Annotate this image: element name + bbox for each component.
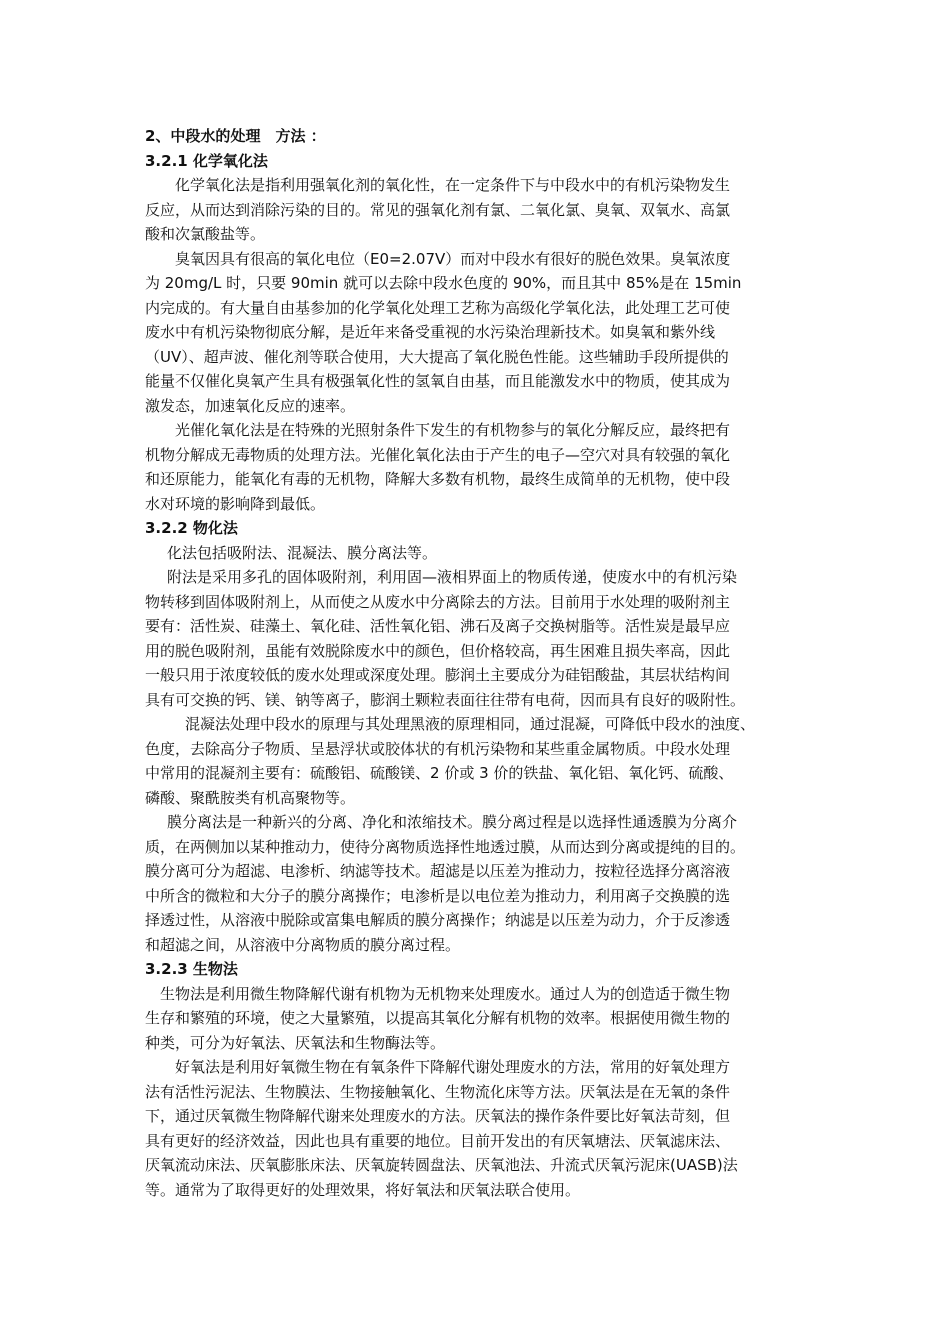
paragraph-line: 等。通常为了取得更好的处理效果，将好氧法和厌氧法联合使用。 <box>145 1180 581 1199</box>
section-heading-biological: 3.2.3 生物法 <box>145 960 238 978</box>
paragraph-line: 中常用的混凝剂主要有：硫酸铝、硫酸镁、2 价或 3 价的铁盐、氧化铝、氧化钙、硫酸、 <box>145 764 734 782</box>
paragraph-line: 磷酸、聚酰胺类有机高聚物等。 <box>145 788 356 807</box>
paragraph-line: 臭氧因具有很高的氧化电位（E0=2.07V）而对中段水有很好的脱色效果。臭氧浓度 <box>175 249 731 268</box>
paragraph-line: 光催化氧化法是在特殊的光照射条件下发生的有机物参与的氧化分解反应，最终把有 <box>175 421 731 439</box>
paragraph-line: （UV）、超声波、催化剂等联合使用，大大提高了氧化脱色性能。这些辅助手段所提供的 <box>145 347 729 366</box>
paragraph-line: 法有活性污泥法、生物膜法、生物接触氧化、生物流化床等方法。厌氧法是在无氧的条件 <box>145 1082 731 1101</box>
paragraph-line: 化法包括吸附法、混凝法、膜分离法等。 <box>167 543 438 562</box>
section-heading-physicochemical: 3.2.2 物化法 <box>145 519 238 537</box>
document-page <box>145 124 820 1202</box>
paragraph-line: 生物法是利用微生物降解代谢有机物为无机物来处理废水。通过人为的创造适于微生物 <box>160 984 731 1003</box>
paragraph-line: 激发态，加速氧化反应的速率。 <box>145 396 356 415</box>
paragraph-line: 中所含的微粒和大分子的膜分离操作；电渗析是以电位差为推动力，利用离子交换膜的选 <box>145 886 731 905</box>
paragraph-line: 下，通过厌氧微生物降解代谢来处理废水的方法。厌氧法的操作条件要比好氧法苛刻，但 <box>145 1107 731 1125</box>
paragraph-line: 质，在两侧加以某种推动力，使待分离物质选择性地透过膜，从而达到分离或提纯的目的。 <box>145 837 746 856</box>
paragraph-line: 种类，可分为好氧法、厌氧法和生物酶法等。 <box>145 1033 446 1052</box>
paragraph-line: 和还原能力，能氧化有毒的无机物，降解大多数有机物，最终生成简单的无机物，使中段 <box>145 470 731 488</box>
paragraph-line: 和超滤之间，从溶液中分离物质的膜分离过程。 <box>145 935 461 954</box>
paragraph-line: 机物分解成无毒物质的处理方法。光催化氧化法由于产生的电子—空穴对具有较强的氧化 <box>145 445 731 464</box>
paragraph-line: 用的脱色吸附剂，虽能有效脱除废水中的颜色，但价格较高，再生困难且损失率高，因此 <box>145 641 731 660</box>
paragraph-line: 废水中有机污染物彻底分解，是近年来备受重视的水污染治理新技术。如臭氧和紫外线 <box>145 323 716 341</box>
paragraph-line: 酸和次氯酸盐等。 <box>145 225 266 243</box>
paragraph-line: 反应，从而达到消除污染的目的。常见的强氧化剂有氯、二氧化氯、臭氧、双氧水、高氯 <box>145 200 731 219</box>
main-heading: 2、中段水的处理 方法 ： <box>145 127 326 145</box>
paragraph-line: 能量不仅催化臭氧产生具有极强氧化性的氢氧自由基，而且能激发水中的物质，使其成为 <box>145 372 731 390</box>
paragraph-line: 化学氧化法是指利用强氧化剂的氧化性，在一定条件下与中段水中的有机污染物发生 <box>175 176 731 194</box>
paragraph-line: 水对环境的影响降到最低。 <box>145 494 326 513</box>
paragraph-line: 厌氧流动床法、厌氧膨胀床法、厌氧旋转圆盘法、厌氧池法、升流式厌氧污泥床(UASB)法 <box>145 1156 738 1174</box>
paragraph-line: 物转移到固体吸附剂上，从而使之从废水中分离除去的方法。目前用于水处理的吸附剂主 <box>145 592 731 611</box>
paragraph-line: 一般只用于浓度较低的废水处理或深度处理。膨润土主要成分为硅铝酸盐，其层状结构间 <box>145 666 731 684</box>
section-heading-chemical-oxidation: 3.2.1 化学氧化法 <box>145 151 268 170</box>
paragraph-line: 要有：活性炭、硅藻土、氧化硅、活性氧化铝、沸石及离子交换树脂等。活性炭是最早应 <box>145 617 731 635</box>
paragraph-line: 好氧法是利用好氧微生物在有氧条件下降解代谢处理废水的方法，常用的好氧处理方 <box>175 1058 731 1076</box>
paragraph-line: 生存和繁殖的环境，使之大量繁殖，以提高其氧化分解有机物的效率。根据使用微生物的 <box>145 1009 731 1027</box>
paragraph-line: 色度，去除高分子物质、呈悬浮状或胶体状的有机污染物和某些重金属物质。中段水处理 <box>145 739 731 758</box>
paragraph-line: 具有可交换的钙、镁、钠等离子，膨润土颗粒表面往往带有电荷，因而具有良好的吸附性。 <box>145 690 746 709</box>
paragraph-line: 内完成的。有大量自由基参加的化学氧化处理工艺称为高级化学氧化法，此处理工艺可使 <box>145 298 731 317</box>
paragraph-line: 附法是采用多孔的固体吸附剂，利用固—液相界面上的物质传递，使废水中的有机污染 <box>167 568 738 586</box>
paragraph-line: 为 20mg/L 时，只要 90min 就可以去除中段水色度的 90%，而且其中 85%是在 15min <box>145 274 742 292</box>
paragraph-line: 具有更好的经济效益，因此也具有重要的地位。目前开发出的有厌氧塘法、厌氧滤床法、 <box>145 1131 731 1150</box>
paragraph-line: 膜分离可分为超滤、电渗析、纳滤等技术。超滤是以压差为推动力，按粒径选择分离溶液 <box>145 862 731 880</box>
paragraph-line: 择透过性，从溶液中脱除或富集电解质的膜分离操作；纳滤是以压差为动力，介于反渗透 <box>145 911 731 929</box>
paragraph-line: 膜分离法是一种新兴的分离、净化和浓缩技术。膜分离过程是以选择性通透膜为分离介 <box>167 813 738 831</box>
paragraph-line: 混凝法处理中段水的原理与其处理黑液的原理相同，通过混凝，可降低中段水的浊度、 <box>185 715 756 733</box>
